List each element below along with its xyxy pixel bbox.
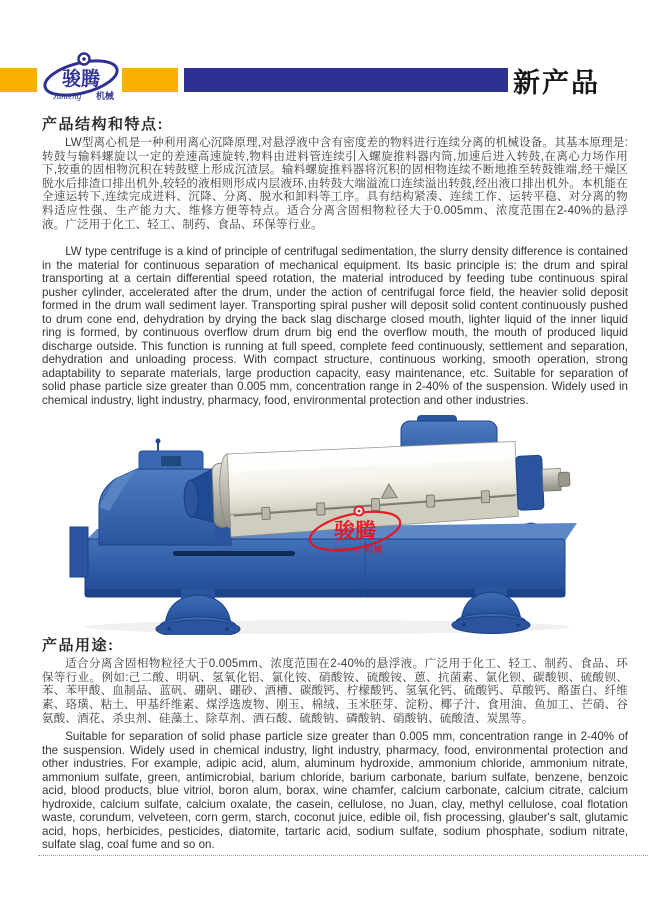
usage-paragraph-english: Suitable for separation of solid phase particle size greater than 0.005 mm, concentration range in 2-40% of the suspension. Widely used in chemical industry, light industry, pharmacy, food, environmental protection and other industries. For example, adipic acid, alum, aluminum hydroxide, ammonium chloride, ammonium nitrate, ammonium sulfate, green, antimicrobial, barium chloride, barium carbonate, barium sulfate, benzene, benzoic acid, blood products, blue vitriol, boron alum, borax, wine chamfer, calcium carbonate, calcium citrate, calcium hydroxide, calcium sulfate, calcium oxalate, the casein, cellulose, no Juan, clay, methyl cellulose, coal flotation waste, corundum, velveteen, corn germ, starch, coconut juice, edible oil, fish processing, glauber's salt, glutamic acid, hops, herbicides, pesticides, diatomite, tartaric acid, sodium sulfate, sodium phosphate, sodium nitrate, sulfate slag, coal fume and so on. [42, 730, 628, 852]
logo-brand-cn: 骏腾 [61, 69, 101, 90]
brand-logo [40, 52, 122, 110]
logo-satellite-dot [82, 57, 86, 61]
logo-brand-type: 机械 [96, 91, 115, 101]
page-content [0, 116, 650, 852]
base-slot [173, 551, 295, 556]
usage-section-title: 产品用途: [42, 637, 115, 655]
new-product-banner-title: 新产品 [513, 68, 600, 99]
header-yellow-bar-mid [122, 68, 178, 92]
page-header [0, 0, 650, 110]
watermark-brand-cn: 骏腾 [334, 520, 376, 544]
motor-hatch-handle [161, 456, 181, 466]
centrifuge-machine-illustration [65, 415, 585, 635]
usage-paragraph-chinese: 适合分离含固相物粒径大于0.005mm、浓度范围在2-40%的悬浮液。广泛用于化工、轻工、制药、食品、环保等行业。例如:己二酸、明矾、氢氧化铝、氯化铵、硝酸铵、硫酸铵、蒽、抗菌素、氯化钡、碳酸钡、硫酸钡、苯、苯甲酸、血制品、蓝矾、硼矾、硼砂、酒槽、碳酸钙、柠檬酸钙、氢氧化钙、硫酸钙、草酸钙、酪蛋白、纤维素、珞璜、粘土、甲基纤维素、煤浮选废物、刚玉、棉绒、玉米胚芽、淀粉、椰子汁、食用油、鱼加工、芒硝、谷氨酸、酒花、杀虫剂、硅藻土、除草剂、酒石酸、硫酸钠、磷酸钠、硝酸钠、硫酸渣、炭黑等。 [42, 658, 628, 725]
product-photo [65, 415, 585, 635]
features-paragraph-chinese: LW型离心机是一种利用离心沉降原理,对悬浮液中含有密度差的物料进行连续分离的机械设备。其基本原理是:转鼓与输料螺旋以一定的差速高速旋转,物料由进料管连续引入螺旋推料器内筒,加速后进入转鼓,在离心力场作用下,较重的固相物沉积在转鼓壁上形成沉渣层。输料螺旋推料器将沉积的固相物连续不断地推至转鼓锥端,经干燥区脱水后排渣口排出机外,较轻的液相则形成内层液环,由转鼓大端溢流口连续溢出转鼓,经出液口排出机外。本机能在全速运转下,连续完成进料、沉降、分离、脱水和卸料等工序。具有结构紧凑、连续工作、运转平稳、对分离的物料适应性强、生产能力大、维修方便等特点。适合分离含固相物粒径大于0.005mm、浓度范围在2-40%的悬浮液。广泛用于化工、轻工、制药、食品、环保等行业。 [42, 137, 628, 231]
shaft-end [558, 472, 570, 486]
header-blue-bar [184, 68, 508, 92]
header-yellow-bar-left [0, 68, 37, 92]
watermark-brand-type: 机械 [365, 544, 383, 555]
right-bearing-block [516, 455, 544, 510]
features-paragraph-english: LW type centrifuge is a kind of principle of centrifugal sedimentation, the slurry density difference is contained in the material for continuous separation of mechanical equipment. Its basic principle is: the drum and spiral transporting at a certain differential speed rotation, the material introduced by feeding tube continuous spiral pusher cylinder, accelerated after the drum, under the action of centrifugal force field, the heavier solid deposit formed in the drum wall sediment layer. Transporting spiral pusher will deposit solid content continuously pushed to drum cone end, dehydration by drying the back slag discharge closed mouth, lighter liquid of the inner liquid ring is formed, by continuous overflow drum drum big end the overflow mouth, the mouth of produced liquid discharge outside. This function is running at full speed, complete feed continuously, settlement and separation, dehydration and unloading process. With compact structure, continuous working, smooth operation, strong adaptability to separate materials, large production capacity, easy maintenance, etc. Suitable for separation of solid phase particle size greater than 0.005 mm, concentration range in 2-40% of the suspension. Widely used in chemical industry, light industry, pharmacy, food, environmental protection and other industries. [42, 245, 628, 407]
features-section-title: 产品结构和特点: [42, 116, 164, 133]
page-divider [38, 855, 648, 856]
watermark-brand-en: Junteng [332, 544, 360, 555]
logo-brand-en: Junteng [52, 91, 82, 101]
